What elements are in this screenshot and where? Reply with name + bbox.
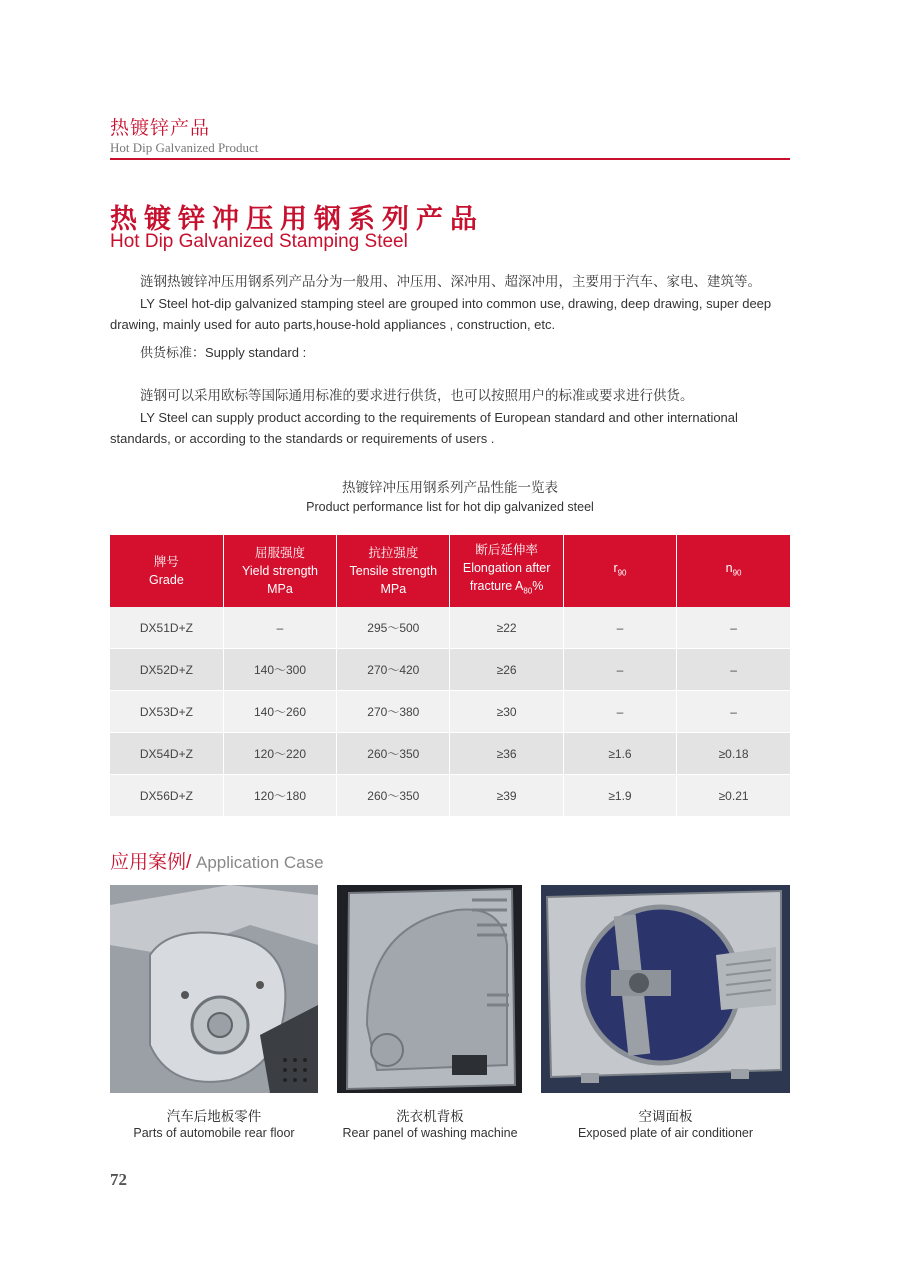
intro-en: LY Steel hot-dip galvanized stamping steel are grouped into common use, drawing, deep drawing, super deep drawing, mainly used for auto parts,house-hold appliances , construction, etc. bbox=[110, 295, 772, 332]
case-caption-en: Exposed plate of air conditioner bbox=[577, 1126, 754, 1140]
header-grade: 牌号 Grade bbox=[110, 535, 223, 607]
table-row bbox=[110, 775, 790, 817]
section-divider bbox=[110, 158, 790, 160]
case-caption-cn: 汽车后地板零件 bbox=[166, 1109, 262, 1124]
cell-yield: – bbox=[223, 607, 336, 649]
cell-tensile: 295～500 bbox=[337, 607, 450, 649]
header-yield: 屈服强度 Yield strength MPa bbox=[223, 535, 336, 607]
header-tensile: 抗拉强度 Tensile strength MPa bbox=[337, 535, 450, 607]
case-caption-cn: 空调面板 bbox=[638, 1109, 693, 1124]
supply-label: 供货标准：Supply standard : bbox=[140, 345, 307, 360]
cell-r90: ≥1.9 bbox=[563, 775, 676, 817]
cell-r90: ≥1.6 bbox=[563, 733, 676, 775]
table-row bbox=[110, 649, 790, 691]
cell-n90: ≥0.18 bbox=[677, 733, 790, 775]
intro-cn: 涟钢热镀锌冲压用钢系列产品分为一般用、冲压用、深冲用、超深冲用，主要用于汽车、家电、建筑等。 bbox=[140, 274, 761, 289]
cell-r90: – bbox=[563, 607, 676, 649]
table-row bbox=[110, 733, 790, 775]
cell-r90: – bbox=[563, 691, 676, 733]
supply-en: LY Steel can supply product according to the requirements of European standard and other international standards, or according to the standards or requirements of users . bbox=[110, 409, 738, 446]
cell-grade: DX52D+Z bbox=[110, 649, 223, 691]
cell-elongation: ≥30 bbox=[450, 691, 563, 733]
supply-cn: 涟钢可以采用欧标等国际通用标准的要求进行供货，也可以按照用户的标准或要求进行供货。 bbox=[140, 388, 694, 403]
cell-n90: ≥0.21 bbox=[677, 775, 790, 817]
case-caption-en: Rear panel of washing machine bbox=[342, 1126, 518, 1140]
cell-tensile: 270～420 bbox=[337, 649, 450, 691]
heading-cn: 热镀锌冲压用钢系列产品 bbox=[110, 204, 484, 234]
cell-grade: DX56D+Z bbox=[110, 775, 223, 817]
cell-yield: 120～220 bbox=[223, 733, 336, 775]
supply-paragraph bbox=[110, 385, 790, 450]
heading-en: Hot Dip Galvanized Stamping Steel bbox=[110, 231, 408, 252]
table-row bbox=[110, 607, 790, 649]
application-title-en: Application Case bbox=[191, 853, 324, 872]
cell-yield: 140～260 bbox=[223, 691, 336, 733]
cell-grade: DX54D+Z bbox=[110, 733, 223, 775]
cell-tensile: 260～350 bbox=[337, 775, 450, 817]
header-r90: $r_{90}$ bbox=[563, 535, 676, 607]
table-caption-cn: 热镀锌冲压用钢系列产品性能一览表 bbox=[342, 480, 558, 495]
washing-machine-panel-photo bbox=[337, 885, 522, 1093]
cell-elongation: ≥39 bbox=[450, 775, 563, 817]
application-title bbox=[110, 847, 324, 874]
case-caption-cn: 洗衣机背板 bbox=[396, 1109, 464, 1124]
cell-elongation: ≥26 bbox=[450, 649, 563, 691]
cell-n90: – bbox=[677, 691, 790, 733]
case-caption-en: Parts of automobile rear floor bbox=[133, 1126, 295, 1140]
air-conditioner-panel-photo bbox=[541, 885, 790, 1093]
table-row bbox=[110, 691, 790, 733]
cell-n90: – bbox=[677, 607, 790, 649]
cell-grade: DX51D+Z bbox=[110, 607, 223, 649]
cell-elongation: ≥36 bbox=[450, 733, 563, 775]
header-elongation: 断后延伸率 Elongation after fracture $A_{80}\%$ bbox=[450, 535, 563, 607]
section-title-cn: 热镀锌产品 bbox=[110, 118, 211, 139]
cell-r90: – bbox=[563, 649, 676, 691]
cell-grade: DX53D+Z bbox=[110, 691, 223, 733]
page-number: 72 bbox=[110, 1170, 127, 1189]
cell-yield: 140～300 bbox=[223, 649, 336, 691]
cell-elongation: ≥22 bbox=[450, 607, 563, 649]
performance-table bbox=[110, 535, 790, 817]
header-n90: $n_{90}$ bbox=[677, 535, 790, 607]
cell-yield: 120～180 bbox=[223, 775, 336, 817]
application-title-cn: 应用案例/ bbox=[110, 852, 192, 873]
section-title-en: Hot Dip Galvanized Product bbox=[110, 140, 259, 155]
auto-rear-floor-photo bbox=[110, 885, 318, 1093]
cell-n90: – bbox=[677, 649, 790, 691]
cell-tensile: 260～350 bbox=[337, 733, 450, 775]
intro-paragraph bbox=[110, 271, 790, 336]
table-caption-en: Product performance list for hot dip galvanized steel bbox=[306, 500, 594, 514]
cell-tensile: 270～380 bbox=[337, 691, 450, 733]
table-header-row bbox=[110, 535, 790, 607]
